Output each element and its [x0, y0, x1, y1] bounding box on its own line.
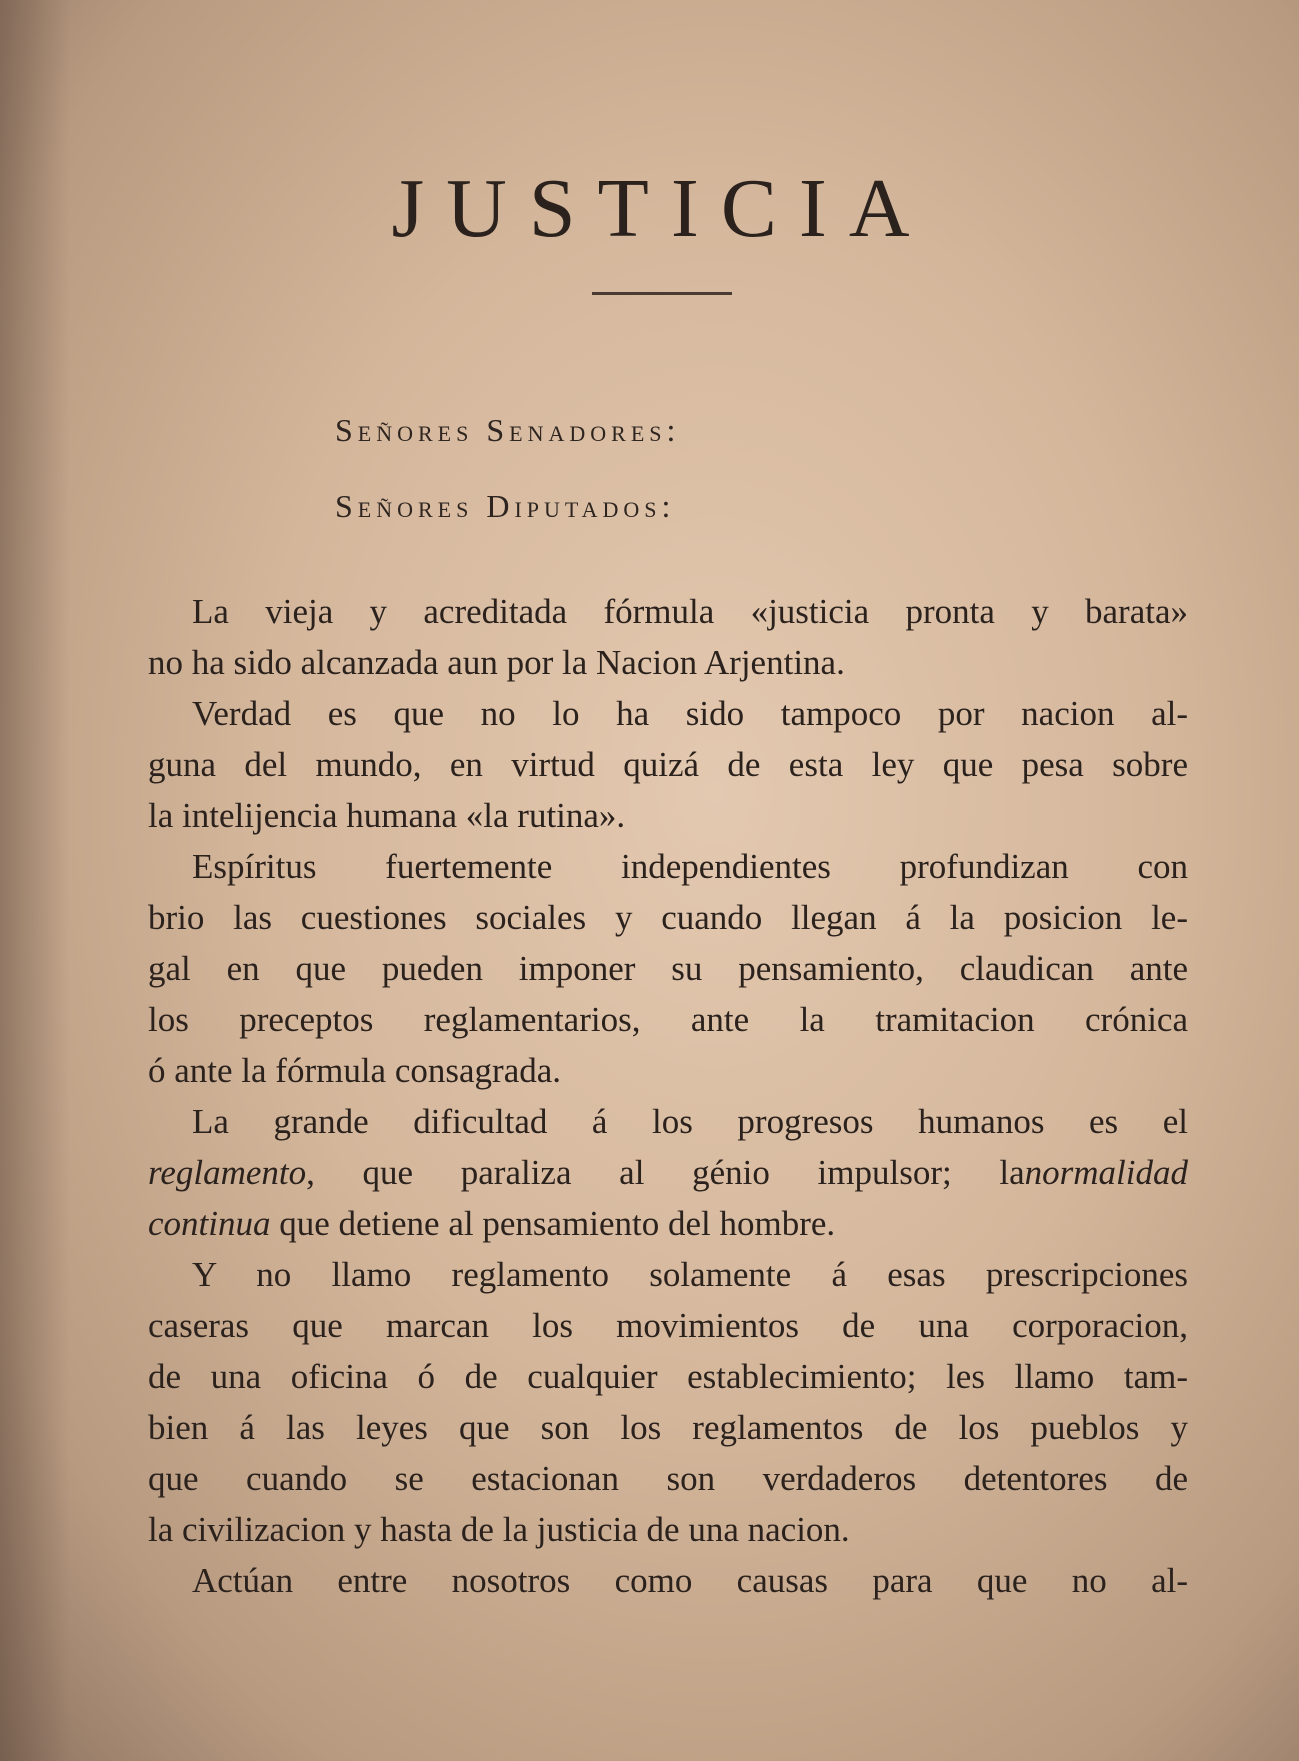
text-line: Y no llamo reglamento solamente á esas prescripciones	[192, 1255, 1188, 1294]
text-line: Espíritus fuertemente independientes profundizan con	[192, 847, 1188, 886]
italic-word: normalidad	[1024, 1153, 1188, 1192]
text-segment: que detiene al pensamiento del hombre.	[270, 1204, 836, 1243]
text-segment: , que paraliza al génio impulsor; la	[306, 1153, 1025, 1192]
salutations	[335, 392, 680, 544]
page-edge-shadow	[0, 0, 70, 1761]
italic-word: reglamento	[148, 1153, 307, 1192]
text-line: caseras que marcan los movimientos de una corporacion,	[148, 1306, 1188, 1345]
text-line: La grande dificultad á los progresos humanos es el	[192, 1102, 1188, 1141]
text-line: ó ante la fórmula consagrada.	[148, 1051, 562, 1090]
text-line: Verdad es que no lo ha sido tampoco por nacion al-	[192, 694, 1188, 733]
title-divider	[592, 292, 732, 295]
text-line: no ha sido alcanzada aun por la Nacion Arjentina.	[148, 643, 845, 682]
italic-word: continua	[148, 1204, 271, 1243]
text-line: bien á las leyes que son los reglamentos de los pueblos y	[148, 1408, 1188, 1447]
text-line: brio las cuestiones sociales y cuando llegan á la posicion le-	[148, 898, 1188, 937]
text-line: los preceptos reglamentarios, ante la tramitacion crónica	[148, 1000, 1188, 1039]
body-text	[148, 586, 1188, 1606]
text-line: la intelijencia humana «la rutina».	[148, 796, 626, 835]
text-line: la civilizacion y hasta de la justicia de una nacion.	[148, 1510, 850, 1549]
text-line: guna del mundo, en virtud quizá de esta ley que pesa sobre	[148, 745, 1188, 784]
text-line: Actúan entre nosotros como causas para que no al-	[192, 1561, 1188, 1600]
salutation-deputies: Señores Diputados:	[335, 488, 676, 524]
text-line	[148, 1198, 1188, 1249]
salutation-senators: Señores Senadores:	[335, 412, 681, 448]
text-line	[148, 1147, 1188, 1198]
page-title: JUSTICIA	[391, 162, 932, 255]
text-line: La vieja y acreditada fórmula «justicia pronta y barata»	[192, 592, 1188, 631]
text-line: que cuando se estacionan son verdaderos detentores de	[148, 1459, 1188, 1498]
text-line: gal en que pueden imponer su pensamiento, claudican ante	[148, 949, 1188, 988]
text-line: de una oficina ó de cualquier establecimiento; les llamo tam-	[148, 1357, 1188, 1396]
